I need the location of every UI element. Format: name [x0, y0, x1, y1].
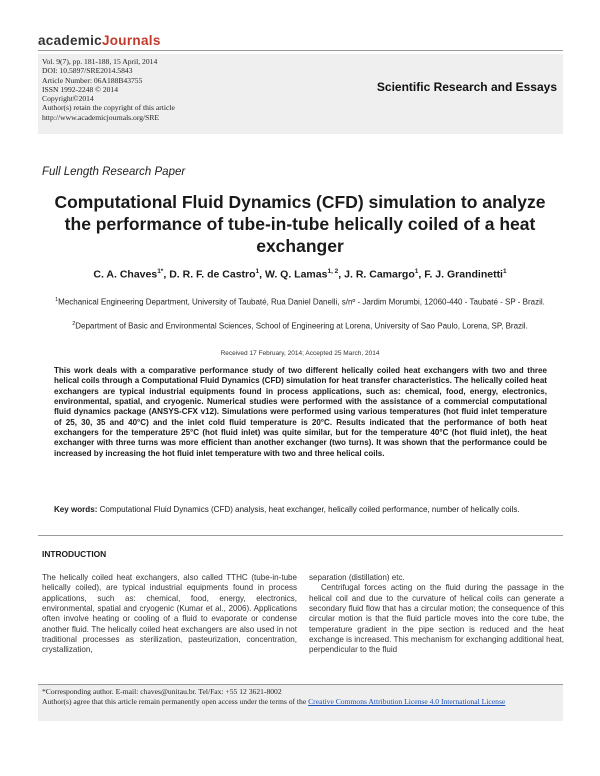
- meta-journal-url[interactable]: http://www.academicjournals.org/SRE: [42, 112, 160, 122]
- keywords-label: Key words:: [54, 505, 98, 514]
- paper-title: Computational Fluid Dynamics (CFD) simulation to analyze the performance of tube-in-tube helically coiled of a heat exchanger: [54, 192, 546, 256]
- publisher-logo-part2: Journals: [101, 33, 161, 48]
- intro-paragraph: Centrifugal forces acting on the fluid during the passage in the helical coil and due to the curvature of helical coils can generate a secondary fluid flow that has a circular motion; the consequence of this circular motion is that the fluid particle moves into the core tube, the temperature gradient in the pipe section is reduced and the heat exchange is increased. This mechanism for exchanging additional heat, perpendicular to the fluid: [309, 583, 564, 655]
- intro-paragraph: separation (distillation) etc.: [309, 573, 405, 582]
- intro-column-left: The helically coiled heat exchangers, also called TTHC (tube-in-tube helically coiled), are typical industrial equipments found in process applications, such as: chemical, food, energy, electronics, environmental, spatial and cryogenic (Kumar et al., 2006). Applications often involve heating or cooling of a fluid to evaporate or condense another fluid. The helically coiled heat exchangers are also used in not traditional processes as sterilization, pasteurization, concentration, crystallization,: [42, 573, 297, 655]
- author-name: W. Q. Lamas: [265, 268, 328, 281]
- journal-name: Scientific Research and Essays: [376, 80, 557, 94]
- keywords-text: Computational Fluid Dynamics (CFD) analysis, heat exchanger, helically coiled performance, number of helically coils.: [97, 505, 520, 514]
- author-name: C. A. Chaves: [93, 268, 158, 281]
- author-name: F. J. Grandinetti: [424, 268, 503, 281]
- corresponding-author: *Corresponding author. E-mail: chaves@unitau.br. Tel/Fax: +55 12 3621-8002: [42, 687, 282, 696]
- article-meta: [42, 57, 342, 122]
- meta-volume: Vol. 9(7), pp. 181-188, 15 April, 2014: [42, 57, 158, 66]
- author-affiliation-mark: 1, 2: [327, 268, 339, 275]
- author-separator: ,: [259, 268, 266, 281]
- footnote: [42, 687, 559, 707]
- affiliation-number: 1: [55, 297, 59, 303]
- intro-column-right: [309, 573, 564, 656]
- author-name: J. R. Camargo: [344, 268, 415, 281]
- author-separator: ,: [338, 268, 345, 281]
- header-rule: [38, 50, 563, 51]
- publisher-logo-part1: academic: [38, 33, 102, 48]
- author-separator: ,: [163, 268, 170, 281]
- meta-issn: ISSN 1992-2248 © 2014: [42, 84, 119, 94]
- affiliation-number: 2: [72, 321, 76, 327]
- publisher-logo: [38, 33, 161, 48]
- affiliation-1: [44, 295, 556, 308]
- author-affiliation-mark: 1*: [157, 268, 164, 275]
- author-name: D. R. F. de Castro: [169, 268, 256, 281]
- abstract-rule: [38, 535, 563, 536]
- author-list: [40, 268, 560, 281]
- meta-copyright: Copyright©2014: [42, 94, 94, 104]
- author-affiliation-mark: 1: [255, 268, 260, 275]
- abstract: This work deals with a comparative performance study of two different helically coiled heat exchangers with two and three helical coils through a Computational Fluid Dynamics (CFD) simulation for heat transfer characteristics. The helically coiled heat exchangers are typical industrial equipments found in process applications, such as: chemical, food, energy, electronics, environmental, spatial, and cryogenic. Numerical studies were performed with the assistance of a commercial computational fluid dynamics package (ANSYS-CFX v12). Simulations were performed using various temperatures (hot fluid inlet temperature of 25, 30, 35 and 40°C) and the inlet cold fluid temperature is 20°C. Results indicated that the performance of both heat exchangers for the temperature 25°C (hot fluid inlet) was quite similar, but for the temperature 40°C (hot fluid inlet), the heat exchanger with three turns was more efficient than another exchanger (two turns). It was shown that the performance could be increased by increasing the hot fluid inlet temperature with two and three helical coils.: [54, 366, 547, 458]
- license-link[interactable]: Creative Commons Attribution License 4.0 International License: [308, 697, 506, 707]
- author-affiliation-mark: 1: [414, 268, 419, 275]
- author-separator: ,: [418, 268, 425, 281]
- affiliation-text: Mechanical Engineering Department, University of Taubaté, Rua Daniel Danelli, s/nº - Jardim Morumbi, 12060-440 - Taubaté - SP - Brazil.: [58, 297, 545, 307]
- section-heading: INTRODUCTION: [42, 549, 107, 559]
- affiliation-text: Department of Basic and Environmental Sciences, School of Engineering at Lorena, University of Sao Paulo, Lorena, SP, Brazil.: [75, 321, 528, 331]
- meta-doi: DOI: 10.5897/SRE2014.5843: [42, 66, 133, 76]
- affiliation-2: [44, 319, 556, 332]
- meta-article-number: Article Number: 06A188B43755: [42, 75, 143, 85]
- meta-rights: Author(s) retain the copyright of this article: [42, 103, 175, 113]
- received-dates: Received 17 February, 2014; Accepted 25 March, 2014: [220, 350, 380, 357]
- keywords: [54, 505, 547, 515]
- license-text: Author(s) agree that this article remain permanently open access under the terms of the: [42, 697, 309, 707]
- paper-type: Full Length Research Paper: [42, 166, 186, 178]
- license-note: [42, 697, 559, 707]
- author-affiliation-mark: 1: [502, 268, 507, 275]
